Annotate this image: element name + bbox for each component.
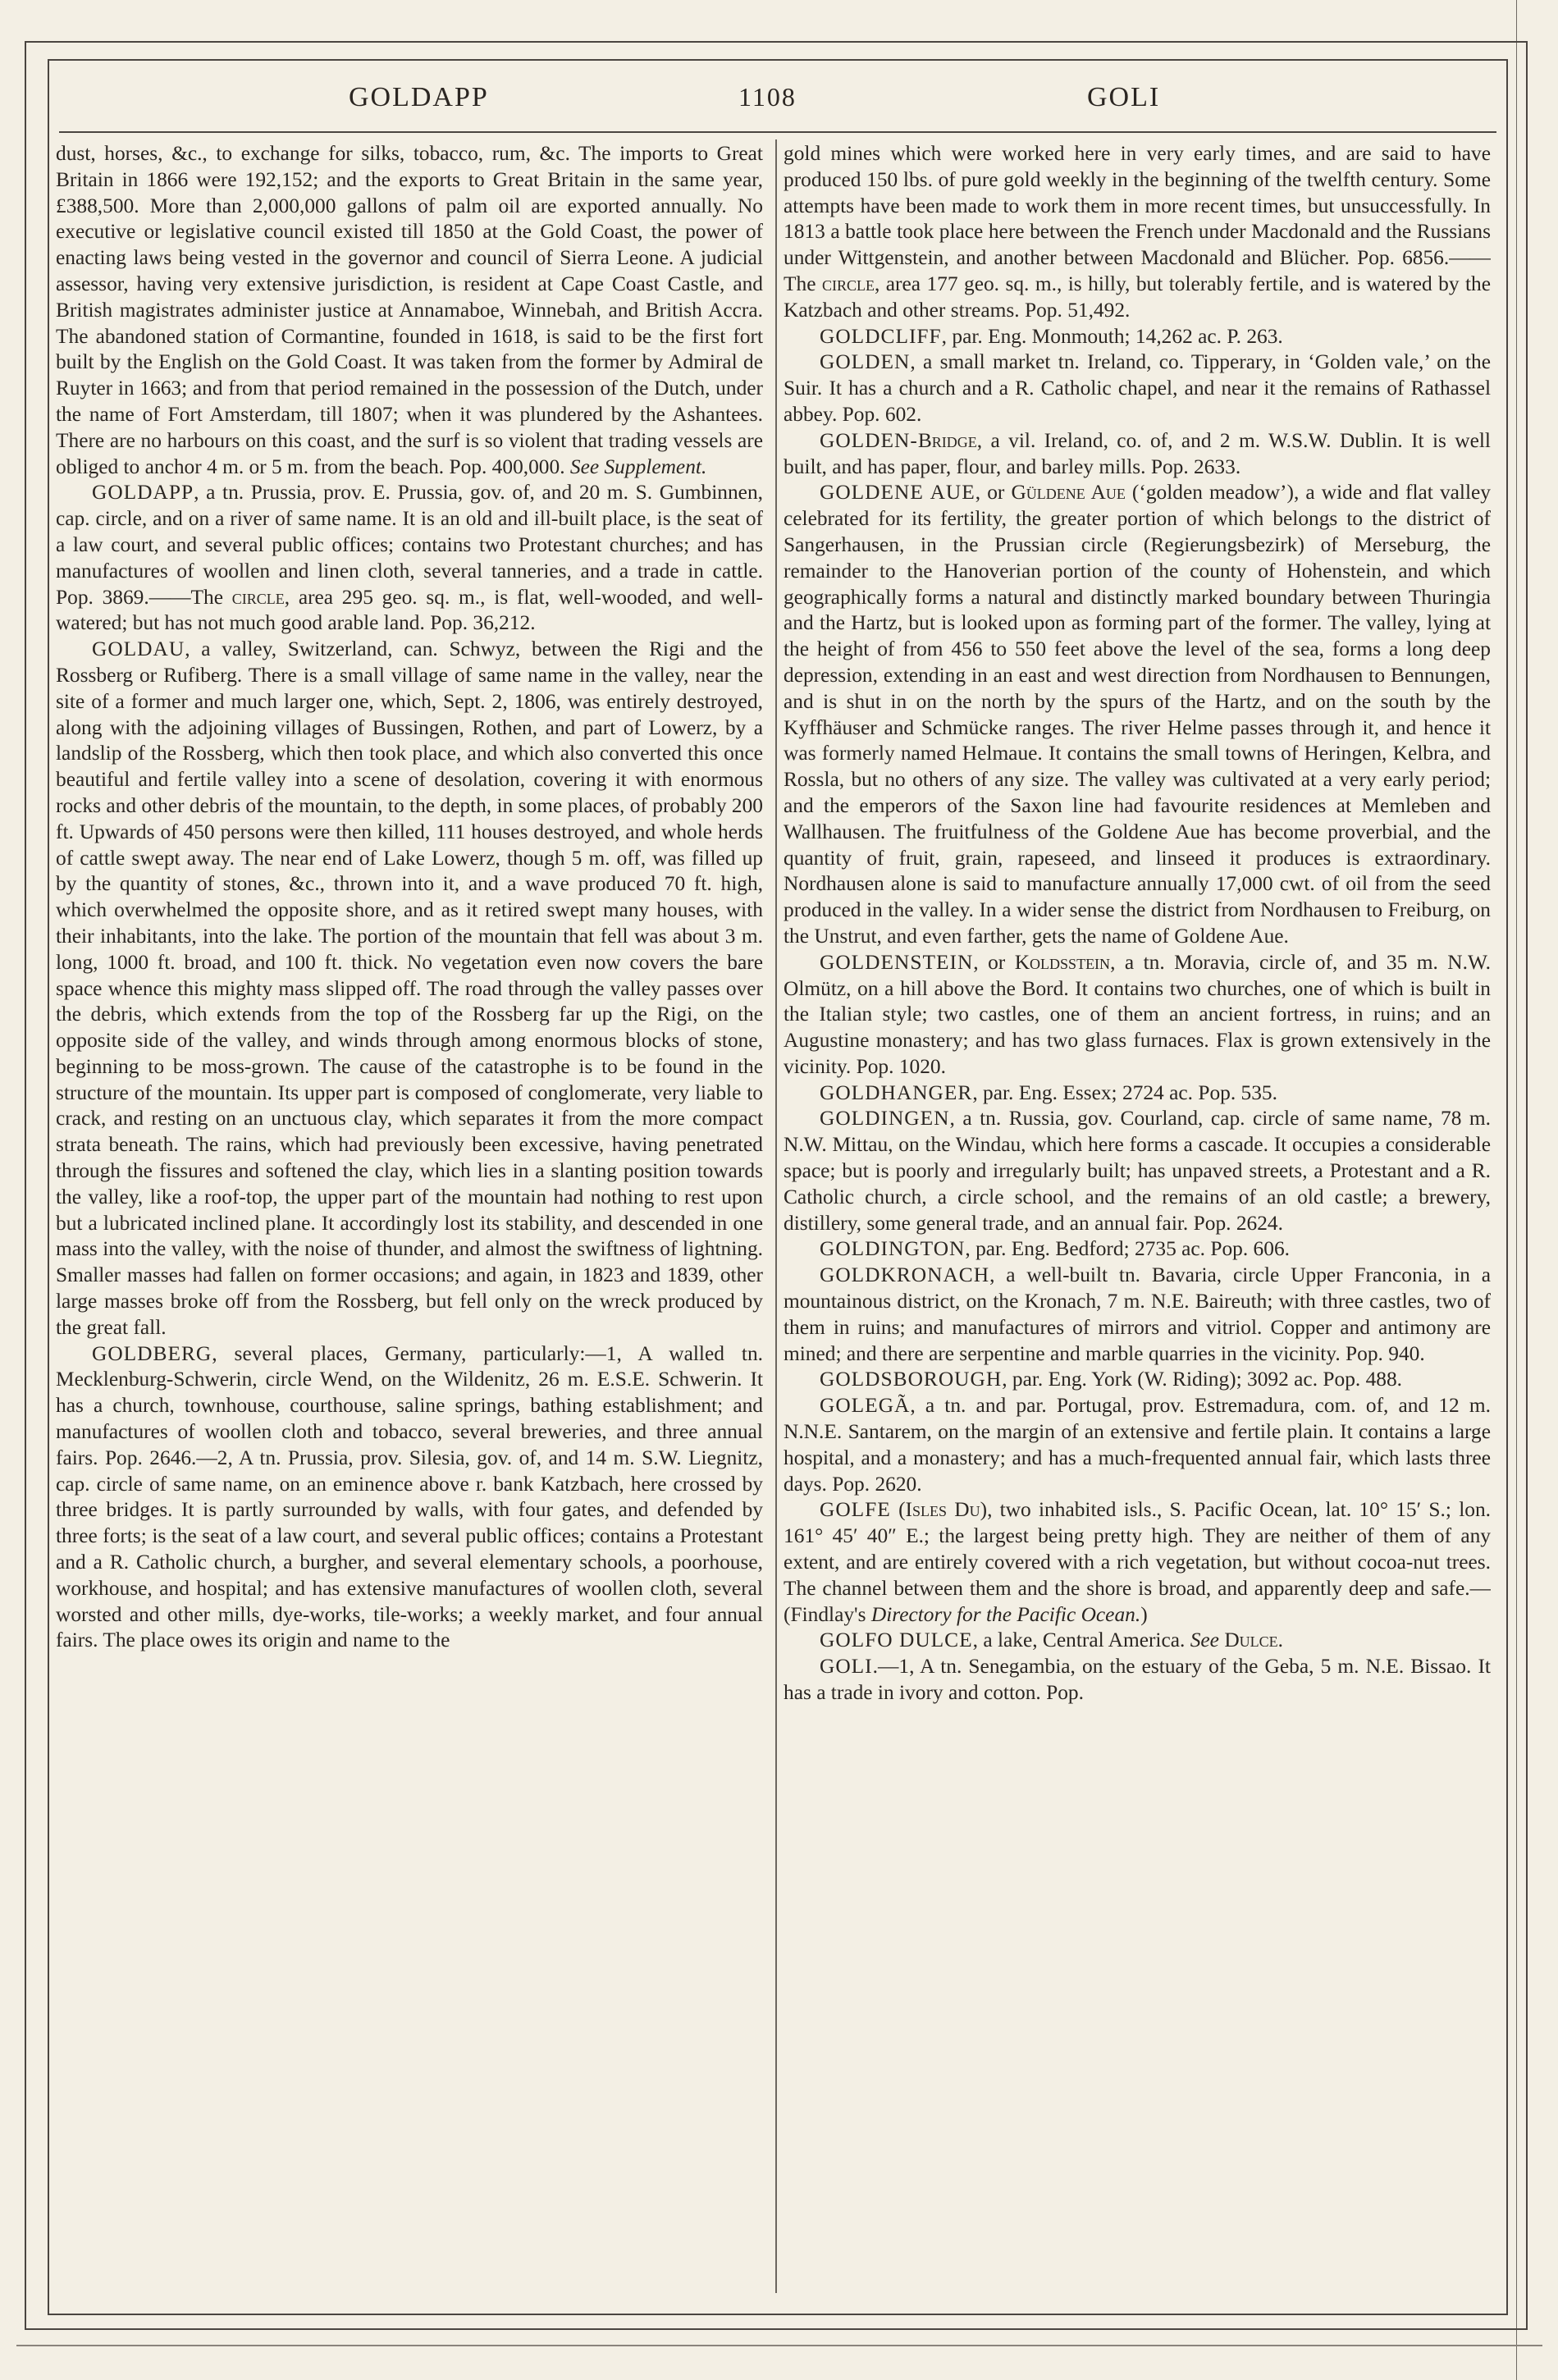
entry-paragraph bbox=[784, 141, 1491, 324]
italic-reference: Directory for the Pacific Ocean. bbox=[870, 1602, 1141, 1626]
header-rule bbox=[59, 131, 1496, 133]
entry-paragraph bbox=[784, 1263, 1491, 1367]
running-header bbox=[57, 82, 1501, 131]
entry-headword: GOLDSBOROUGH bbox=[820, 1368, 1003, 1391]
italic-reference: See Supplement. bbox=[569, 455, 707, 478]
entry-text: , par. Eng. Monmouth; 14,262 ac. P. 263. bbox=[941, 324, 1283, 348]
entry-text: , or bbox=[975, 481, 1012, 505]
entry-text: , a vil. Ireland, co. of, and 2 m. W.S.W. Dublin. It is well built, and has paper, flour, and barley mills. Pop. 2633. bbox=[784, 428, 1491, 478]
entry-paragraph bbox=[784, 1628, 1491, 1654]
entry-headword: GOLI bbox=[820, 1655, 873, 1679]
entry-text: dust, horses, &c., to exchange for silks, tobacco, rum, &c. The imports to Great Britain in 1866 were 192,152; and the exports to Great Britain in the same year, £388,500. More than 2,000,000 gallons of palm oil are exported annually. No executive or legislative council existed till 1850 at the Gold Coast, the power of enacting laws being vested in the governor and council of Sierra Leone. A judicial assessor, having very extensive jurisdiction, is resident at Cape Coast Castle, and British magistrates administer justice at Annamaboe, Winnebah, and British Accra. The abandoned station of Cormantine, founded in 1618, is said to be the first fort built by the English on the Gold Coast. It was taken from the former by Admiral de Ruyter in 1663; and from that period remained in the possession of the Dutch, under the name of Fort Amsterdam, till 1807; when it was plundered by the Ashantees. There are no harbours on this coast, and the surf is so violent that trading vessels are obliged to anchor 4 m. or 5 m. from the beach. Pop. 400,000. bbox=[56, 142, 763, 478]
entry-paragraph bbox=[784, 950, 1491, 1080]
entry-text: .—1, A tn. Senegambia, on the estuary of the Geba, 5 m. N.E. Bissao. It has a trade in ivory and cotton. Pop. bbox=[784, 1655, 1491, 1705]
entry-text: , a tn. and par. Portugal, prov. Estremadura, com. of, and 12 m. N.N.E. Santarem, on the margin of an extensive and fertile plain. It contains a large hospital, and a monastery; and has a much-frequented annual fair, which lasts three days. Pop. 2620. bbox=[784, 1394, 1491, 1496]
column-divider bbox=[775, 139, 777, 2293]
left-column bbox=[56, 141, 763, 2295]
entry-headword: GOLDHANGER bbox=[820, 1080, 973, 1104]
entry-text: , or bbox=[973, 950, 1015, 974]
entry-text: ) bbox=[1140, 1602, 1148, 1626]
entry-text: , a tn. Russia, gov. Courland, cap. circle of same name, 78 m. N.W. Mittau, on the Windau, which here forms a cascade. It occupies a considerable space; but is poorly and irregularly built; has unpaved streets, a Protestant and a R. Catholic church, a circle school, and the remains of an old castle; a brewery, distillery, some general trade, and an annual fair. Pop. 2624. bbox=[784, 1107, 1491, 1235]
entry-text: . bbox=[1277, 1629, 1284, 1652]
header-left-guideword: GOLDAPP bbox=[349, 82, 489, 112]
entry-text: , area 177 geo. sq. m., is hilly, but tolerably fertile, and is watered by the Katzbach and other streams. Pop. 51,492. bbox=[784, 272, 1491, 322]
entry-text: , a well-built tn. Bavaria, circle Upper Franconia, in a mountainous district, on the Kronach, 7 m. N.E. Baireuth; with three castles, two of them in ruins; and manufactures of mirrors and vitriol. Copper and antimony are mined; and there are serpentine and marble quarries in the vicinity. Pop. 940. bbox=[784, 1263, 1491, 1365]
entry-headword: GOLDINGEN bbox=[820, 1107, 950, 1131]
entry-paragraph bbox=[784, 428, 1491, 481]
small-caps-term: Dulce bbox=[1224, 1629, 1278, 1652]
right-column bbox=[784, 141, 1491, 2295]
entry-text: (‘golden meadow’), a wide and flat valley celebrated for its fertility, the greater portion of which belongs to the district of Sangerhausen, in the Prussian circle (Regierungsbezirk) of Merseburg, the remainder to the Hanoverian portion of the county of Hohenstein, and which geographically forms a natural and distinctly marked boundary between Thuringia and the Hartz, but is looked upon as forming part of the former. The valley, lying at the height of from 456 to 550 feet above the level of the sea, forms a long deep depression, extending in an east and west direction from Nordhausen to Bennungen, and is shut in on the north by the spurs of the Hartz, and on the south by the Kyffhäuser and Schmücke ranges. The river Helme passes through it, and hence it was formerly named Helmaue. It contains the small towns of Heringen, Kelbra, and Rossla, but no others of any size. The valley was cultivated at a very early period; and the emperors of the Saxon line had favourite residences at Memleben and Wallhausen. The fruitfulness of the Goldene Aue has become proverbial, and the quantity of fruit, grain, rapeseed, and linseed it produces is extraordinary. Nordhausen alone is said to manufacture annually 17,000 cwt. of oil from the seed produced in the valley. In a wider sense the district from Nordhausen to Freiburg, on the Unstrut, and even farther, gets the name of Goldene Aue. bbox=[784, 481, 1491, 948]
entry-paragraph bbox=[784, 480, 1491, 949]
entry-text: , a valley, Switzerland, can. Schwyz, between the Rigi and the Rossberg or Rufiberg. There is a small village of same name in the valley, near the site of a former and much larger one, which, Sept. 2, 1806, was entirely destroyed, along with the adjoining villages of Bussingen, Rothen, and part of Lowerz, by a landslip of the Rossberg, which then took place, and which also converted this once beautiful and fertile valley into a scene of desolation, covering it with enormous rocks and other debris of the mountain, to the depth, in some places, of probably 200 ft. Upwards of 450 persons were then killed, 111 houses destroyed, and whole herds of cattle swept away. The near end of Lake Lowerz, though 5 m. off, was filled up by the quantity of stones, &c., thrown into it, and a wave produced 70 ft. high, which overwhelmed the opposite shore, and as it retired swept many houses, with their inhabitants, into the lake. The portion of the mountain that fell was about 3 m. long, 1000 ft. broad, and 100 ft. thick. No vegetation even now covers the bare space whence this mighty mass slipped off. The road through the valley passes over the debris, which extends from the top of the Rossberg far up the Rigi, on the opposite side of the valley, and winds through among enormous blocks of stone, beginning to be moss-grown. The cause of the catastrophe is to be found in the structure of the mountain. Its upper part is composed of conglomerate, very liable to crack, and resting on an unctuous clay, which separates it from the more compact strata beneath. The rains, which had previously been excessive, having penetrated through the fissures and softened the clay, which lies in a slanting position towards the valley, like a roof-top, the upper part of the mountain had nothing to rest upon but a lubricated inclined plane. It accordingly lost its stability, and descended in one mass into the valley, with the noise of thunder, and almost the swiftness of lightning. Smaller masses had fallen on former occasions; and again, in 1823 and 1839, other large masses broke off from the Rossberg, but fell only on the wreck produced by the great fall. bbox=[56, 637, 763, 1339]
entry-headword: GOLEGÃ bbox=[820, 1394, 911, 1418]
entry-paragraph bbox=[56, 480, 763, 637]
small-caps-term: Bridge bbox=[917, 428, 977, 452]
entry-text: , par. Eng. Bedford; 2735 ac. Pop. 606. bbox=[965, 1237, 1290, 1261]
entry-paragraph bbox=[784, 1497, 1491, 1628]
small-caps-term: Güldene Aue bbox=[1011, 481, 1126, 505]
entry-headword: GOLDAPP bbox=[92, 481, 194, 505]
header-right-guideword: GOLI bbox=[1087, 82, 1161, 112]
entry-paragraph bbox=[784, 1393, 1491, 1497]
entry-headword: GOLDKRONACH bbox=[820, 1263, 990, 1287]
entry-paragraph bbox=[784, 1080, 1491, 1107]
entry-headword: GOLDEN- bbox=[820, 428, 918, 452]
entry-paragraph bbox=[784, 1236, 1491, 1263]
entry-headword: GOLFO DULCE bbox=[820, 1629, 973, 1652]
entry-paragraph bbox=[784, 349, 1491, 427]
entry-paragraph bbox=[56, 637, 763, 1341]
entry-headword: GOLDENE AUE bbox=[820, 481, 975, 505]
entry-headword: GOLDCLIFF bbox=[820, 324, 942, 348]
entry-text: , a tn. Prussia, prov. E. Prussia, gov. of, and 20 m. S. Gumbinnen, cap. circle, and on a river of same name. It is an old and ill-built place, is the seat of a law court, and several public offices; contains two Protestant churches; and has manufactures of woollen and linen cloth, several tanneries, and a trade in cattle. Pop. 3869.——The bbox=[56, 481, 763, 609]
small-caps-term: Isles Du bbox=[905, 1498, 980, 1522]
entry-paragraph bbox=[56, 141, 763, 480]
entry-paragraph bbox=[784, 1654, 1491, 1706]
entry-paragraph bbox=[784, 1367, 1491, 1393]
entry-paragraph bbox=[56, 1341, 763, 1655]
small-caps-term: circle bbox=[231, 585, 285, 609]
entry-text: , several places, Germany, particularly:—1, A walled tn. Mecklenburg-Schwerin, circle Wend, on the Wildenitz, 26 m. E.S.E. Schwerin. It has a church, townhouse, courthouse, saline springs, bathing establishment; and manufactures of woollen cloth and tobacco, several breweries, and three annual fairs. Pop. 2646.—2, A tn. Prussia, prov. Silesia, gov. of, and 14 m. S.W. Liegnitz, cap. circle of same name, on an eminence above r. bank Katzbach, here crossed by three bridges. It is partly surrounded by walls, with four gates, and defended by three forts; is the seat of a law court, and several public offices; contains a Protestant and a R. Catholic church, a burgher, and several elementary schools, a poorhouse, workhouse, and hospital; and has extensive manufactures of woollen cloth, several worsted and other mills, dye-works, tile-works; a weekly market, and four annual fairs. The place owes its origin and name to the bbox=[56, 1341, 763, 1652]
entry-text: gold mines which were worked here in very early times, and are said to have produced 150 lbs. of pure gold weekly in the beginning of the twelfth century. Some attempts have been made to work them in more recent times, but unsuccessfully. In 1813 a battle took place here between the French under Macdonald and the Russians under Wittgenstein, and another between Macdonald and Blücher. Pop. 6856.——The bbox=[784, 142, 1491, 295]
entry-text: , a small market tn. Ireland, co. Tipperary, in ‘Golden vale,’ on the Suir. It has a church and a R. Catholic chapel, and near it the remains of Rathassel abbey. Pop. 602. bbox=[784, 350, 1491, 426]
italic-reference: See bbox=[1190, 1629, 1219, 1652]
small-caps-term: Koldsstein bbox=[1014, 950, 1111, 974]
entry-headword: GOLDBERG bbox=[92, 1341, 212, 1365]
entry-text: , par. Eng. Essex; 2724 ac. Pop. 535. bbox=[972, 1080, 1277, 1104]
entry-headword: GOLDAU bbox=[92, 637, 185, 661]
entry-text: , a tn. Moravia, circle of, and 35 m. N.W. Olmütz, on a hill above the Bord. It contains two churches, one of which is built in the Italian style; two castles, one of them an ancient fortress, in ruins; and an Augustine monastery; and has two glass furnaces. Flax is grown extensively in the vicinity. Pop. 1020. bbox=[784, 950, 1491, 1078]
entry-text: , a lake, Central America. bbox=[972, 1629, 1190, 1652]
footer-rule bbox=[16, 2345, 1542, 2346]
small-caps-term: circle bbox=[821, 272, 875, 295]
entry-text: , par. Eng. York (W. Riding); 3092 ac. Pop. 488. bbox=[1002, 1368, 1403, 1391]
entry-text: ), two inhabited isls., S. Pacific Ocean, lat. 10° 15′ S.; lon. 161° 45′ 40″ E.; the largest being pretty high. They are neither of them of any extent, and are entirely covered with a rich vegetation, but without cocoa-nut trees. The channel between them and the shore is broad, and apparently deep and safe.—(Findlay's bbox=[784, 1498, 1491, 1626]
entry-headword: GOLDENSTEIN bbox=[820, 950, 974, 974]
entry-headword: GOLDINGTON bbox=[820, 1237, 966, 1261]
entry-paragraph bbox=[784, 324, 1491, 350]
entry-headword: GOLFE bbox=[820, 1498, 891, 1522]
entry-text: ( bbox=[890, 1498, 906, 1522]
entry-headword: GOLDEN bbox=[820, 350, 911, 374]
entry-text: , area 295 geo. sq. m., is flat, well-wooded, and well-watered; but has not much good arable land. Pop. 36,212. bbox=[56, 585, 763, 635]
entry-paragraph bbox=[784, 1106, 1491, 1236]
page-number: 1108 bbox=[738, 82, 797, 112]
